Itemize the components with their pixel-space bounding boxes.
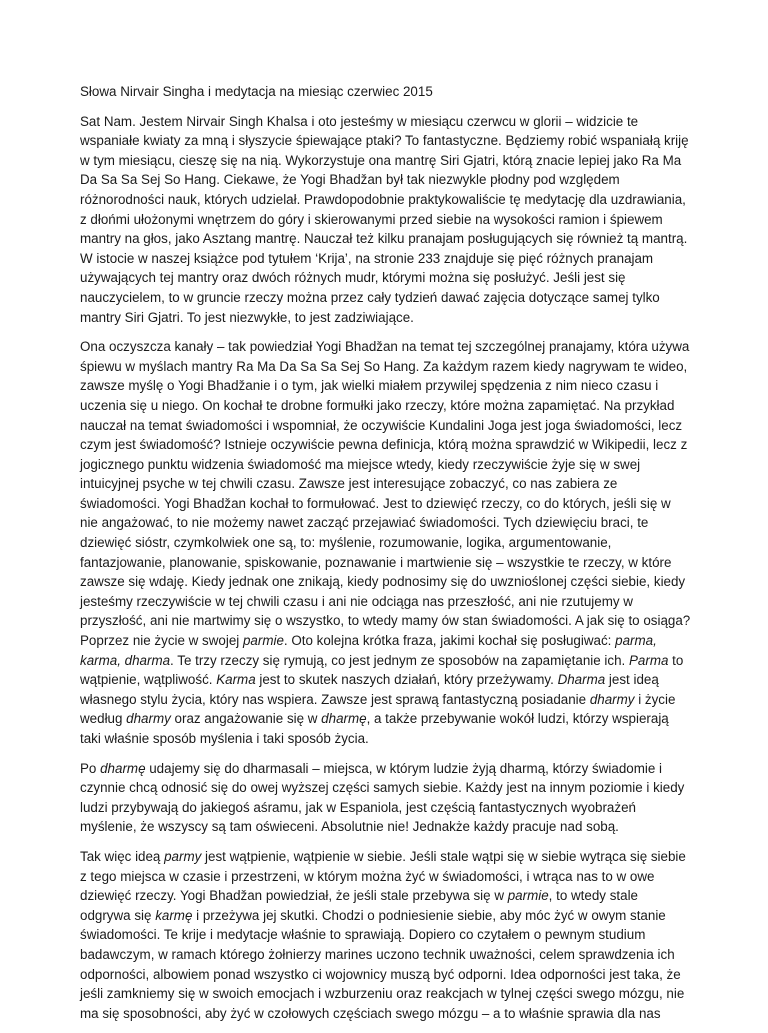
document-page [80,82,692,1033]
italic-term: Karma [216,672,256,688]
paragraph-4 [80,847,692,1023]
italic-term: dharmy [589,691,635,707]
italic-term: dharmę [100,760,146,776]
text-run: , a także przebywanie wokół ludzi, którzy wspierają taki właśnie sposób myślenia i taki sposób życia. [80,711,669,746]
italic-term: parma, karma, dharma [80,633,657,668]
text-run: udajemy się do dharmasali – miejsca, w którym ludzie żyją dharmą, którzy świadomie i czynnie chcą odnosić się do owej wyższej części samych siebie. Każdy jest na innym poziomie i kiedy ludzi przybywają do jakiegoś aśramu, jak w Espaniola, jest częścią fantastycznych wyobrażeń myślenie, że wszyscy są tam oświeceni. Absolutnie nie! Jednakże każdy pracuje nad sobą. [80,760,685,835]
text-run: Po [80,760,101,776]
italic-term: parmie [242,633,284,649]
italic-term: parmie [507,888,549,904]
paragraph-3 [80,759,692,837]
italic-term: dharmy [126,711,171,727]
text-run: to wątpienie, wątpliwość. [80,652,684,688]
text-run: . Te trzy rzeczy się rymują, co jest jednym ze sposobów na zapamiętanie ich. [170,652,629,668]
text-run: oraz angażowanie się w [170,711,322,727]
italic-term: dharmę [321,711,367,727]
paragraph-2 [80,337,692,748]
text-run: i życie według [80,691,676,727]
text-run: , to wtedy stale odgrywa się [80,888,638,923]
italic-term: karmę [155,907,193,923]
text-run: . Oto kolejna krótka fraza, jakimi kochał się posługiwać: [283,633,616,649]
text-run: i przeżywa jej skutki. Chodzi o podniesienie siebie, aby móc żyć w owym stanie świadomości. Te krije i medytacje właśnie to sprawiają. Dopiero co czytałem o pewnym studium badawczym, w ramach którego żołnierzy marines uczono technik uważności, celem sprawdzenia ich odporności, albowiem ponad wszystko ci wojownicy muszą być odporni. Idea odporności jest taka, że jeśli zamkniemy się w swoich emocjach i wzburzeniu oraz reakcjach w tylnej części swego mózgu, nie ma się sposobności, aby żyć w czołowych częściach swego mózgu – a to właśnie sprawia dla nas [80,907,685,1021]
text-run: jest to skutek naszych działań, który przeżywamy. [255,672,558,688]
text-run: jest wątpienie, wątpienie w siebie. Jeśli stale wątpi się w siebie wytrąca się siebie z tego miejsca w czasie i przestrzeni, w którym można żyć w świadomości, i wtrąca nas to w owe dziewięć rzeczy. Yogi Bhadžan powiedział, że jeśli stale przebywa się w [80,848,686,904]
italic-term: parmy [164,848,202,864]
paragraph-1: Sat Nam. Jestem Nirvair Singh Khalsa i oto jesteśmy w miesiącu czerwcu w glorii – widzicie te wspaniałe kwiaty za mną i słyszycie śpiewające ptaki? To fantastyczne. Będziemy robić wspaniałą kriję w tym miesiącu, cieszę się na nią. Wykorzystuje ona mantrę Siri Gjatri, którą znacie lepiej jako Ra Ma Da Sa Sa Sej So Hang. Ciekawe, że Yogi Bhadžan był tak niezwykle płodny pod względem różnorodności nauk, których udzielał. Prawdopodobnie praktykowaliście tę medytację dla uzdrawiania, z dłońmi ułożonymi wnętrzem do góry i skierowanymi przed siebie na wysokości ramion i śpiewem mantry na głos, jako Asztang mantrę. Nauczał też kilku pranajam posługujących się również tą mantrą. W istocie w naszej książce pod tytułem ‘Krija’, na stronie 233 znajduje się pięć różnych pranajam używających tej mantry oraz dwóch różnych mudr, którymi można się posłużyć. Jeśli jest się nauczycielem, to w gruncie rzeczy można przez cały tydzień dawać zajęcia dotyczące samej tylko mantry Siri Gjatri. To jest niezwykłe, to jest zadziwiające. [80,113,689,325]
italic-term: Dharma [557,672,606,688]
italic-term: Parma [629,652,669,668]
text-run: Ona oczyszcza kanały – tak powiedział Yogi Bhadžan na temat tej szczególnej pranajamy, która używa śpiewu w myślach mantry Ra Ma Da Sa Sa Sej So Hang. Za każdym razem kiedy nagrywam te wideo, zawsze myślę o Yogi Bhadžanie i o tym, jak wielki miałem przywilej spędzenia z nim nieco czasu i uczenia się u niego. On kochał te drobne formułki jako rzeczy, które można zapamiętać. Na przykład nauczał na temat świadomości i wspomniał, że oczywiście Kundalini Joga jest joga świadomości, lecz czym jest świadomość? Istnieje oczywiście pewna definicja, którą można sprawdzić w Wikipedii, lecz z jogicznego punktu widzenia świadomość ma miejsce wtedy, kiedy rzeczywiście żyje się w swej intuicyjnej psyche w tej chwili czasu. Zawsze jest interesujące zobaczyć, co nas zabiera ze świadomości. Yogi Bhadžan kochał to formułować. Jest to dziewięć rzeczy, co do których, jeśli się w nie angażować, to nie możemy nawet zacząć przejawiać świadomości. Tych dziewięciu braci, te dziewięć sióstr, czymkolwiek one są, to: myślenie, rozumowanie, logika, argumentowanie, fantazjowanie, planowanie, spiskowanie, poznawanie i martwienie się – wszystkie te rzeczy, w które zawsze się wdaję. Kiedy jednak one znikają, kiedy podnosimy się do uwznioślonej części siebie, kiedy jesteśmy rzeczywiście w tej chwili czasu i ani nie odciąga nas przeszłość, ani nie rzutujemy w przyszłość, ani nie martwimy się o wszystko, to wtedy mamy ów stan świadomości. A jak się to osiąga? Poprzez nie życie w swojej [80,339,691,649]
document-title: Słowa Nirvair Singha i medytacja na miesiąc czerwiec 2015 [80,84,433,99]
text-run: jest ideą własnego stylu życia, który nas wspiera. Zawsze jest sprawą fantastyczną posiadanie [80,672,659,707]
text-run: Tak więc ideą [80,848,165,864]
